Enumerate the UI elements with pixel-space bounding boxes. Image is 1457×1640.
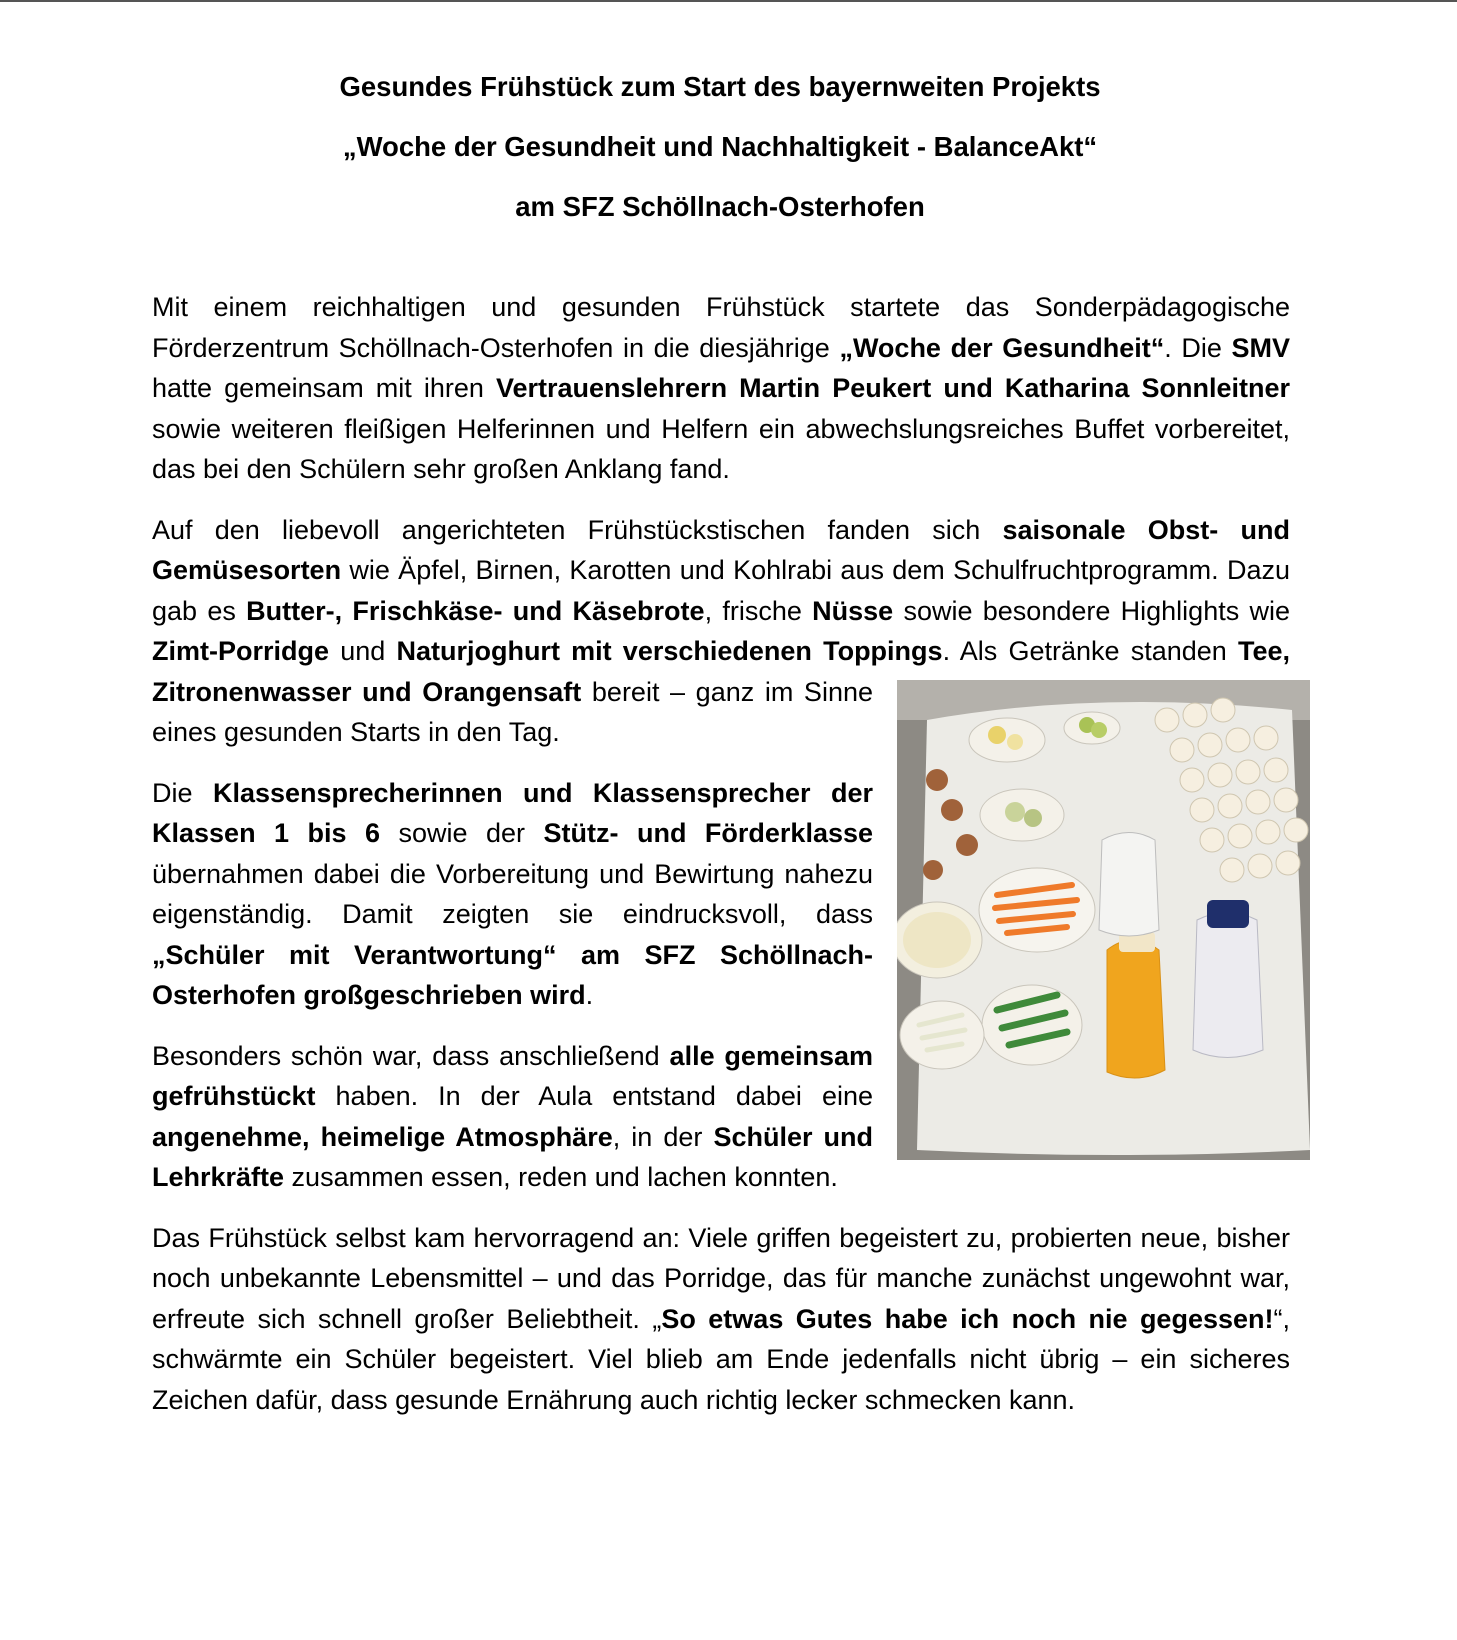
breakfast-buffet-photo — [897, 680, 1310, 1160]
p2-seg-2: wie Äpfel, Birnen, Karotten und Kohlrabi aus dem Schulfruchtprogramm. Dazu gab es — [152, 555, 1290, 626]
p1-seg-3: SMV — [1231, 332, 1290, 363]
p5-seg-1: So etwas Gutes habe ich noch nie gegessen! — [661, 1303, 1274, 1334]
cucumber-bowl — [982, 985, 1082, 1065]
p5-seg-0: Das Frühstück selbst kam hervorragend an: Viele griffen begeistert zu, probierten neue, bisher noch unbekannte Lebensmittel – und das Porridge, das für manche zunächst ungewohnt war, erfreute sich schnell großer Beliebtheit. „ — [152, 1222, 1290, 1334]
p5-seg-2: “, schwärmte ein Schüler begeistert. Viel blieb am Ende jedenfalls nicht übrig – ein sicheres Zeichen dafür, dass gesunde Ernährung auch richtig lecker schmecken kann. — [152, 1303, 1290, 1415]
fruit-bowl — [969, 718, 1045, 762]
article-body — [152, 287, 1290, 1440]
p2-seg-9: Naturjoghurt mit verschiedenen Toppings — [396, 636, 943, 666]
p4-seg-6: zusammen essen, reden und lachen konnten. — [284, 1162, 838, 1192]
p2-seg-3: Butter-, Frischkäse- und Käsebrote — [246, 595, 705, 626]
p4-seg-5: Schüler und Lehrkräfte — [152, 1121, 874, 1192]
paragraph-buffet — [152, 510, 1290, 753]
p4-seg-0: Besonders schön war, dass anschließend — [152, 1040, 670, 1071]
title-line-3: am SFZ Schöllnach-Osterhofen — [515, 191, 925, 222]
title-block — [0, 72, 1440, 252]
p2-seg-1: saisonale Obst- und Gemüsesorten — [152, 514, 1290, 585]
apple-piece — [988, 726, 1006, 744]
p4-seg-2: haben. In der Aula entstand dabei eine — [315, 1081, 873, 1111]
p1-seg-5: Vertrauenslehrern Martin Peukert und Katharina Sonnleitner — [495, 373, 1291, 403]
p2-seg-4: , frische — [704, 595, 813, 626]
orange-juice-jar — [1107, 940, 1165, 1078]
p4-seg-1: alle gemeinsam gefrühstückt — [152, 1040, 873, 1111]
p3-seg-5: „Schüler mit Verantwortung“ am SFZ Schöllnach-Osterhofen großgeschrieben wird — [152, 939, 873, 1010]
p4-seg-3: angenehme, heimelige Atmosphäre — [152, 1121, 613, 1152]
p2-seg-7: Zimt-Porridge — [152, 636, 330, 666]
buffet-illustration — [897, 680, 1310, 1160]
p3-seg-1: Klassensprecherinnen und Klassensprecher der Klassen 1 bis 6 — [152, 777, 873, 848]
yogurt — [903, 912, 971, 968]
p1-seg-2: . Die — [1164, 332, 1232, 363]
p3-seg-4: übernahmen dabei die Vorbereitung und Bewirtung nahezu eigenständig. Damit zeigten sie eindrucksvoll, dass — [152, 858, 873, 929]
p2-seg-8: und — [329, 636, 397, 666]
p2-seg-12: bereit – ganz im Sinne eines gesunden Starts in den Tag. — [152, 676, 873, 747]
paragraph-intro — [152, 287, 1290, 490]
p3-seg-0: Die — [152, 777, 213, 808]
grapes — [1091, 722, 1107, 738]
title-line-1: Gesundes Frühstück zum Start des bayernweiten Projekts — [339, 71, 1101, 102]
p2-seg-6: sowie besondere Highlights wie — [893, 595, 1290, 626]
p2-seg-5: Nüsse — [812, 595, 894, 626]
p1-seg-4: hatte gemeinsam mit ihren — [152, 373, 496, 403]
blue-thermos — [1193, 912, 1263, 1057]
top-border — [0, 0, 1457, 2]
p1-seg-6: sowie weiteren fleißigen Helferinnen und Helfern ein abwechslungsreiches Buffet vorbereitet, das bei den Schülern sehr großen Anklang fand. — [152, 413, 1290, 484]
p3-seg-6: . — [585, 980, 594, 1010]
p1-seg-1: „Woche der Gesundheit“ — [839, 332, 1165, 363]
p3-seg-3: Stütz- und Förderklasse — [543, 818, 874, 848]
p4-seg-4: , in der — [612, 1121, 714, 1152]
p2-seg-0: Auf den liebevoll angerichteten Frühstückstischen fanden sich — [152, 514, 1003, 545]
p3-seg-2: sowie der — [380, 818, 544, 848]
pear-piece — [1005, 802, 1025, 822]
p2-seg-11: Tee, Zitronenwasser und Orangensaft — [152, 636, 1291, 707]
tea-thermos — [1099, 832, 1159, 936]
apple-piece — [1007, 734, 1023, 750]
title-line-2: „Woche der Gesundheit und Nachhaltigkeit - BalanceAkt“ — [342, 131, 1098, 162]
paragraph-conclusion — [152, 1218, 1290, 1421]
p2-seg-10: . Als Getränke standen — [942, 636, 1238, 666]
thermos-cap — [1207, 900, 1249, 928]
pear-piece — [1024, 809, 1042, 827]
p1-seg-0: Mit einem reichhaltigen und gesunden Frühstück startete das Sonderpädagogische Förderzentrum Schöllnach-Osterhofen in die diesjährige — [152, 292, 1290, 363]
